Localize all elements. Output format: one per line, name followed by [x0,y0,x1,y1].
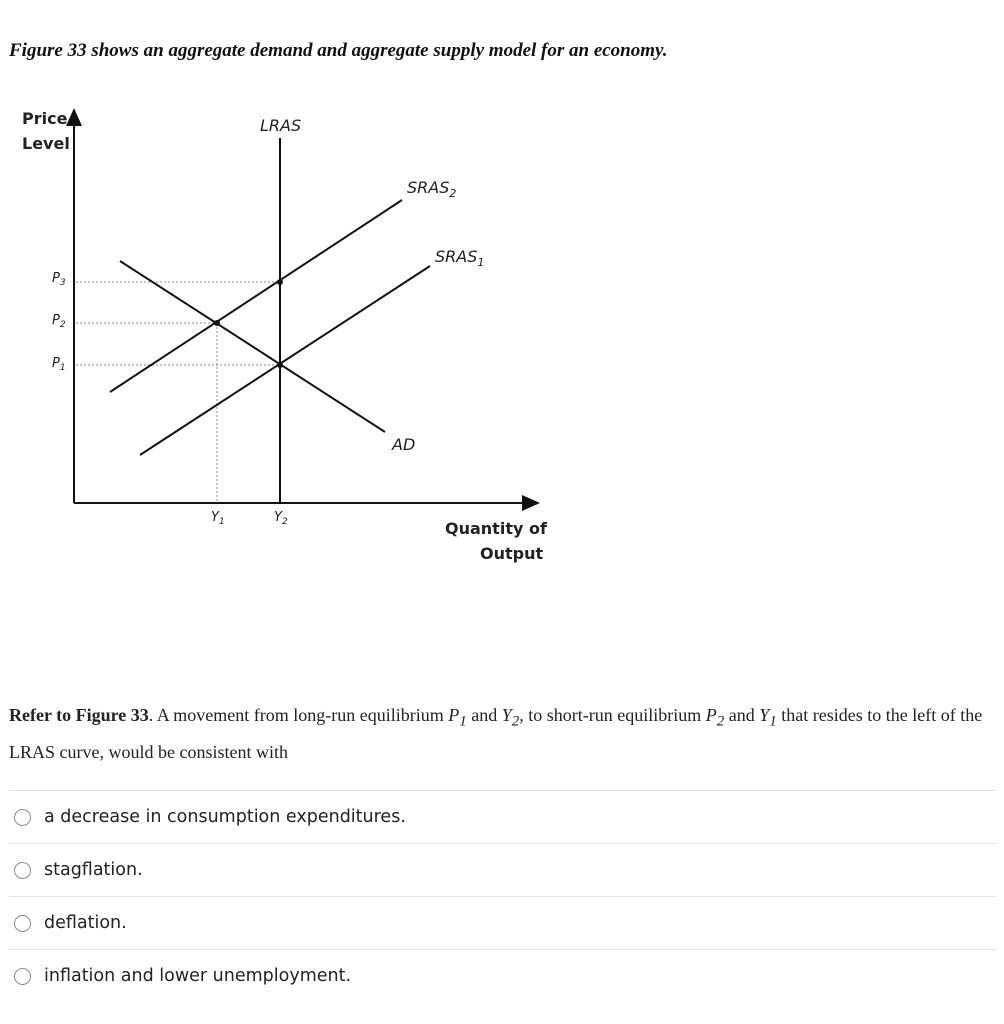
question-text: Refer to Figure 33. A movement from long-run equilibrium $P_1$ and $Y_2$, to short-run equilibrium $P_2$ and $Y_1$ that resides to the left of the LRAS curve, would be consistent with [9,705,983,762]
answer-label: deflation. [44,913,127,933]
lras-label: LRAS [260,116,302,135]
radio-button[interactable] [14,809,31,826]
answer-option-3[interactable] [9,896,996,949]
figure-reference: Refer to Figure 33 [9,705,149,725]
var-y1: $Y_1$ [759,705,777,730]
point-p3-y2 [277,279,283,285]
answer-option-4[interactable] [9,949,996,1002]
sras2-label: $SRAS_2$ [407,178,457,200]
sras2-line [110,200,402,392]
ad-label: AD [392,435,416,454]
var-p1: $P_1$ [448,705,467,730]
answer-option-1[interactable] [9,790,996,843]
x-axis-label-line1: Quantity of [445,519,547,538]
y-axis-label-line1: Price [22,109,68,128]
tick-y2: $Y_2$ [274,510,288,527]
sras1-line [140,266,430,455]
radio-button[interactable] [14,862,31,879]
answer-option-2[interactable] [9,843,996,896]
answer-label: stagflation. [44,860,143,880]
answer-options [9,790,996,1002]
tick-p1: $P_1$ [52,356,66,373]
tick-y1: $Y_1$ [211,510,225,527]
y-axis-label-line2: Level [22,134,70,153]
var-p2: $P_2$ [705,705,725,730]
answer-label: a decrease in consumption expenditures. [44,807,406,827]
ad-line [120,261,385,432]
tick-p3: $P_3$ [52,271,66,288]
sras1-label: $SRAS_1$ [435,247,485,269]
point-p1-y2 [277,362,283,368]
radio-button[interactable] [14,968,31,985]
point-p2-y1 [214,320,220,326]
figure-caption: Figure 33 shows an aggregate demand and aggregate supply model for an economy. [9,40,668,61]
radio-button[interactable] [14,915,31,932]
x-axis-label-line2: Output [480,544,544,563]
tick-p2: $P_2$ [52,313,66,330]
var-y2: $Y_2$ [501,705,520,730]
answer-label: inflation and lower unemployment. [44,966,352,986]
